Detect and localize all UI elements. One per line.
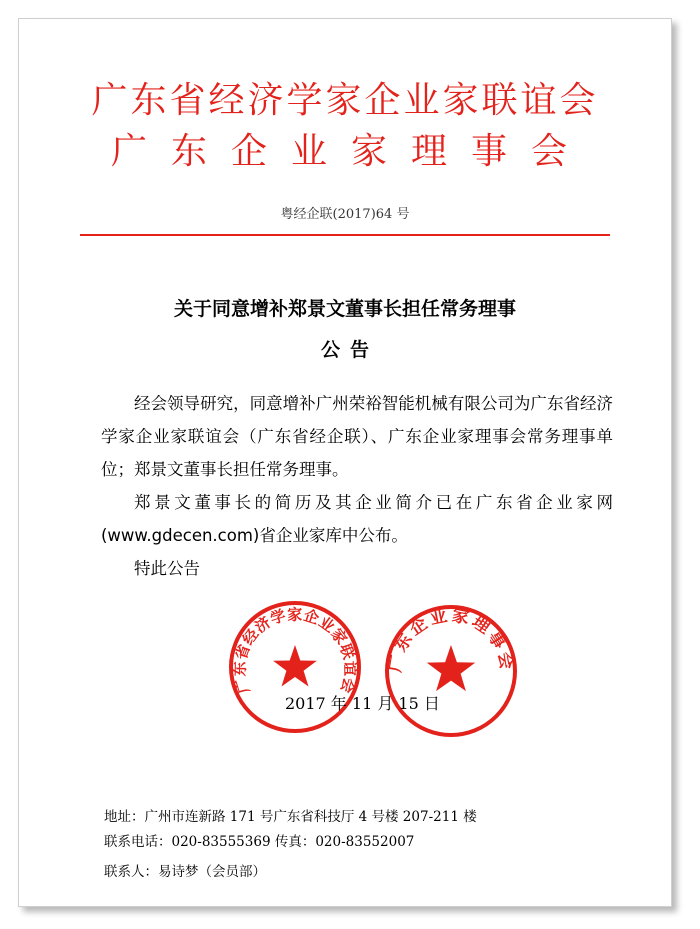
official-seal-1 xyxy=(225,597,365,737)
document-number: 粤经企联(2017)64 号 xyxy=(280,207,410,222)
org-name-primary: 广东省经济学家企业家联谊会 xyxy=(91,80,599,121)
header-divider xyxy=(80,234,610,236)
document-page xyxy=(18,18,672,907)
org-name-secondary: 广东企业家理事会 xyxy=(110,131,591,172)
body-paragraph-2: 郑景文董事长的简历及其企业简介已在广东省企业家网(www.gdecen.com)省企业家库中公布。 xyxy=(101,493,613,545)
contact-phone-fax: 联系电话：020-83555369 传真：020-83552007 xyxy=(104,834,415,850)
body-paragraph-1: 经会领导研究，同意增补广州荣裕智能机械有限公司为广东省经济学家企业家联谊会（广东省经企联）、广东企业家理事会常务理事单位；郑景文董事长担任常务理事。 xyxy=(101,394,613,479)
contact-person: 联系人：易诗梦（会员部） xyxy=(104,864,266,880)
issue-date: 2017 年 11 月 15 日 xyxy=(285,694,440,713)
seal-star-icon xyxy=(273,645,317,687)
seal-1-text: 广东省经济学家企业家联谊会 xyxy=(230,605,360,696)
document-subtitle: 公告 xyxy=(320,339,379,361)
document-title: 关于同意增补郑景文董事长担任常务理事 xyxy=(173,298,516,320)
contact-address: 地址：广州市连新路 171 号广东省科技厅 4 号楼 207-211 楼 xyxy=(104,809,477,825)
document-body xyxy=(101,387,613,585)
official-seal-2 xyxy=(381,601,521,741)
seal-star-icon xyxy=(427,645,475,691)
seal-2-text: 广东企业家理事会 xyxy=(385,605,517,674)
body-paragraph-3: 特此公告 xyxy=(134,559,200,578)
